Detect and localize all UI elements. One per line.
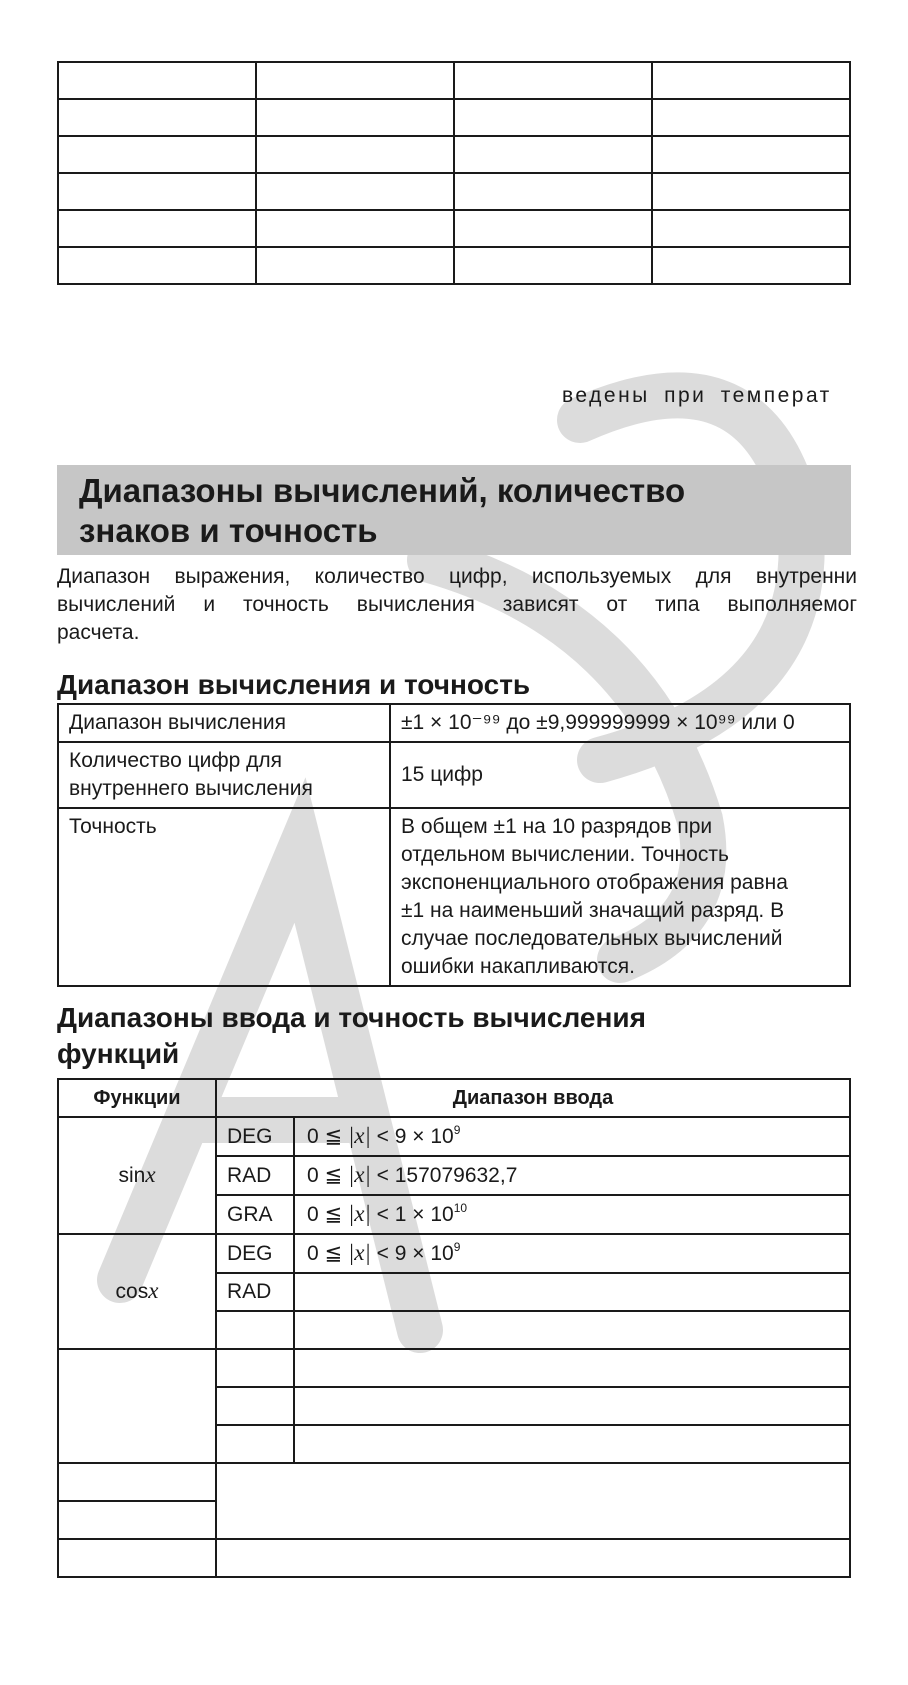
- col-header-functions: Функции: [58, 1079, 216, 1117]
- table-cell: Точность: [58, 808, 390, 986]
- range-variable: |x|: [347, 1201, 371, 1226]
- function-cell: [58, 1349, 216, 1463]
- section-title-line1: Диапазоны вычислений, количество: [79, 472, 686, 509]
- function-name: cos: [115, 1280, 149, 1303]
- unit-cell: [216, 1349, 294, 1387]
- cell-line: экспоненциального отображения равна: [401, 871, 788, 894]
- cell-line: Количество цифр для: [69, 749, 283, 772]
- section-title-bar: [57, 465, 851, 555]
- empty-table: [57, 61, 851, 285]
- table-row: [58, 1349, 850, 1387]
- range-variable: |x|: [347, 1162, 371, 1187]
- table-cell: [58, 742, 390, 808]
- range-variable: |x|: [347, 1123, 371, 1148]
- range-cell: [294, 1195, 850, 1234]
- section-title-line2: знаков и точность: [79, 512, 378, 549]
- function-name: sin: [118, 1164, 146, 1187]
- range-exponent: 10: [453, 1201, 468, 1215]
- cell-line: ±1 на наименьший значащий разряд. В: [401, 899, 785, 922]
- table-row: [58, 1539, 850, 1577]
- cell-line: отдельном вычислении. Точность: [401, 843, 729, 866]
- range-relation: < 9 × 10: [370, 1242, 454, 1265]
- table-header-row: [58, 1079, 850, 1117]
- range-cell: [294, 1311, 850, 1349]
- heading-line: функций: [57, 1038, 180, 1069]
- range-cell: [216, 1539, 850, 1577]
- range-cell: [294, 1234, 850, 1273]
- table-cell: ±1 × 10⁻⁹⁹ до ±9,999999999 × 10⁹⁹ или 0: [390, 704, 850, 742]
- function-range-table: [57, 1078, 851, 1578]
- table-row: [58, 1234, 850, 1273]
- range-lead: 0 ≦: [307, 1125, 348, 1148]
- range-exponent: 9: [453, 1123, 461, 1137]
- unit-cell: RAD: [216, 1273, 294, 1311]
- unit-cell: [216, 1425, 294, 1463]
- cell-line: случае последовательных вычислений: [401, 927, 783, 950]
- table-cell: 15 цифр: [390, 742, 850, 808]
- range-cell: [294, 1425, 850, 1463]
- function-cell: [58, 1463, 216, 1501]
- unit-cell: [216, 1387, 294, 1425]
- range-cell: [294, 1349, 850, 1387]
- range-variable: |x|: [347, 1240, 371, 1265]
- intro-line: вычислений и точность вычисления зависят от типа выполняемог: [57, 593, 857, 616]
- range-cell: [294, 1387, 850, 1425]
- cell-line: ошибки накапливаются.: [401, 955, 635, 978]
- range-relation: < 1 × 10: [370, 1203, 454, 1226]
- unit-cell: DEG: [216, 1234, 294, 1273]
- unit-cell: RAD: [216, 1156, 294, 1195]
- function-variable: x: [145, 1162, 156, 1187]
- table-row: [58, 704, 850, 742]
- table-row: [58, 808, 850, 986]
- function-cell: [58, 1539, 216, 1577]
- table-row: [58, 1117, 850, 1156]
- range-lead: 0 ≦: [307, 1164, 348, 1187]
- range-cell: [216, 1463, 850, 1539]
- intro-paragraph: [57, 563, 857, 647]
- unit-cell: DEG: [216, 1117, 294, 1156]
- range-cell: [294, 1156, 850, 1195]
- function-cos: [58, 1234, 216, 1349]
- cell-line: внутреннего вычисления: [69, 777, 313, 800]
- partial-note: ведены при температ: [562, 384, 832, 407]
- range-cell: [294, 1273, 850, 1311]
- calc-range-table: [57, 703, 851, 987]
- table-cell: [390, 808, 850, 986]
- intro-line: Диапазон выражения, количество цифр, используемых для внутренни: [57, 565, 857, 588]
- section-title: [57, 465, 851, 551]
- function-cell: [58, 1501, 216, 1539]
- table-cell: Диапазон вычисления: [58, 704, 390, 742]
- function-variable: x: [148, 1278, 159, 1303]
- cell-line: В общем ±1 на 10 разрядов при: [401, 815, 713, 838]
- func-section-heading: [57, 1000, 646, 1072]
- calc-section-heading: Диапазон вычисления и точность: [57, 669, 531, 700]
- range-exponent: 9: [453, 1240, 461, 1254]
- table-row: [58, 742, 850, 808]
- range-cell: [294, 1117, 850, 1156]
- intro-line: расчета.: [57, 621, 140, 644]
- range-relation: < 157079632,7: [370, 1164, 518, 1187]
- table-row: [58, 1463, 850, 1501]
- range-relation: < 9 × 10: [370, 1125, 454, 1148]
- heading-line: Диапазоны ввода и точность вычисления: [57, 1002, 646, 1033]
- range-lead: 0 ≦: [307, 1203, 348, 1226]
- unit-cell: GRA: [216, 1195, 294, 1234]
- function-sin: [58, 1117, 216, 1234]
- range-lead: 0 ≦: [307, 1242, 348, 1265]
- unit-cell: [216, 1311, 294, 1349]
- col-header-range: Диапазон ввода: [216, 1079, 850, 1117]
